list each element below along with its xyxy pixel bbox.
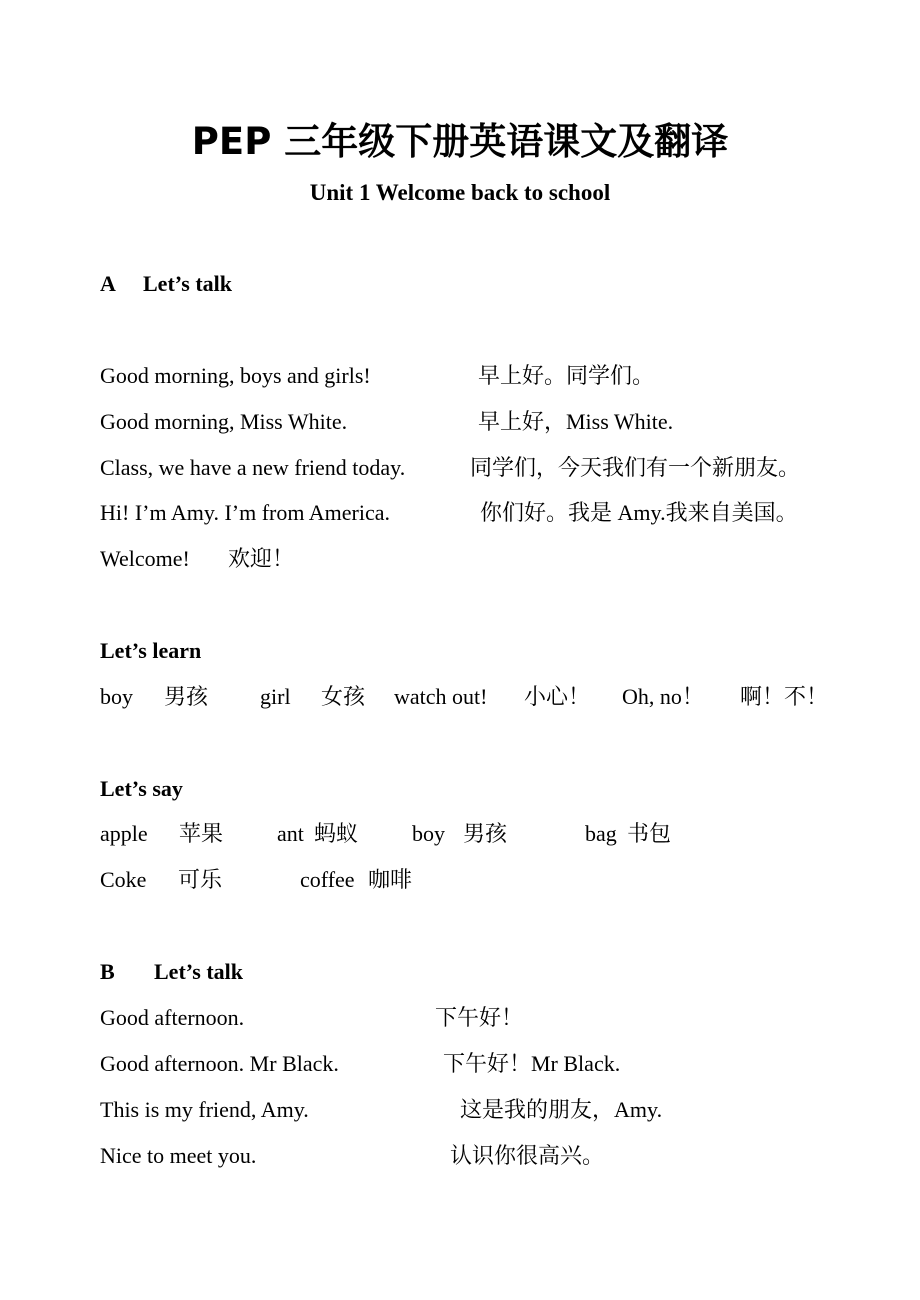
vocab-english: girl: [260, 684, 291, 709]
vocab-english: bag: [585, 821, 617, 846]
vocab-english: ant: [277, 821, 304, 846]
dialogue-english: Nice to meet you.: [100, 1143, 257, 1168]
vocab-english: apple: [100, 821, 148, 846]
dialogue-english: This is my friend, Amy.: [100, 1097, 309, 1122]
document-title: PEP 三年级下册英语课文及翻译: [191, 120, 729, 163]
dialogue-chinese: 早上好，Miss White.: [478, 409, 674, 434]
section-a-say-heading: Let’s say: [100, 776, 183, 801]
dialogue-english: Class, we have a new friend today.: [100, 455, 406, 480]
vocab-chinese: 苹果: [179, 821, 224, 846]
vocab-chinese: 女孩: [321, 684, 366, 709]
section-a-label: A: [100, 271, 116, 296]
section-b-talk-heading: Let’s talk: [154, 959, 244, 984]
dialogue-chinese: 同学们，今天我们有一个新朋友。: [470, 455, 801, 480]
vocab-chinese: 男孩: [164, 684, 209, 709]
vocab-chinese: 咖啡: [368, 867, 413, 892]
dialogue-chinese: 欢迎！: [228, 546, 295, 571]
section-a-talk-heading: Let’s talk: [143, 271, 233, 296]
section-b-label: B: [100, 959, 115, 984]
vocab-chinese: 男孩: [463, 821, 508, 846]
dialogue-chinese: 这是我的朋友，Amy.: [460, 1097, 663, 1122]
dialogue-chinese: 认识你很高兴。: [450, 1143, 605, 1168]
dialogue-chinese: 早上好。同学们。: [478, 363, 655, 388]
vocab-chinese: 蚂蚁: [314, 821, 359, 846]
vocab-chinese: 书包: [627, 821, 672, 846]
dialogue-chinese: 下午好！: [435, 1005, 524, 1030]
dialogue-english: Welcome!: [100, 546, 190, 571]
vocab-english: Coke: [100, 867, 147, 892]
dialogue-english: Good afternoon.: [100, 1005, 245, 1030]
vocab-english: coffee: [300, 867, 355, 892]
document-subtitle: Unit 1 Welcome back to school: [309, 180, 611, 205]
section-a-learn-heading: Let’s learn: [100, 638, 202, 663]
dialogue-english: Good morning, Miss White.: [100, 409, 348, 434]
vocab-english: boy: [100, 684, 133, 709]
vocab-english: boy: [412, 821, 445, 846]
dialogue-english: Hi! I’m Amy. I’m from America.: [100, 500, 390, 525]
dialogue-english: Good morning, boys and girls!: [100, 363, 371, 388]
vocab-english: Oh, no！: [622, 684, 704, 709]
vocab-chinese: 小心！: [524, 684, 591, 709]
vocab-chinese: 可乐: [178, 867, 223, 892]
vocab-chinese: 啊！不！: [740, 684, 829, 709]
dialogue-chinese: 你们好。我是 Amy.我来自美国。: [480, 500, 798, 525]
dialogue-english: Good afternoon. Mr Black.: [100, 1051, 339, 1076]
dialogue-chinese: 下午好！Mr Black.: [443, 1051, 621, 1076]
vocab-english: watch out!: [394, 684, 488, 709]
